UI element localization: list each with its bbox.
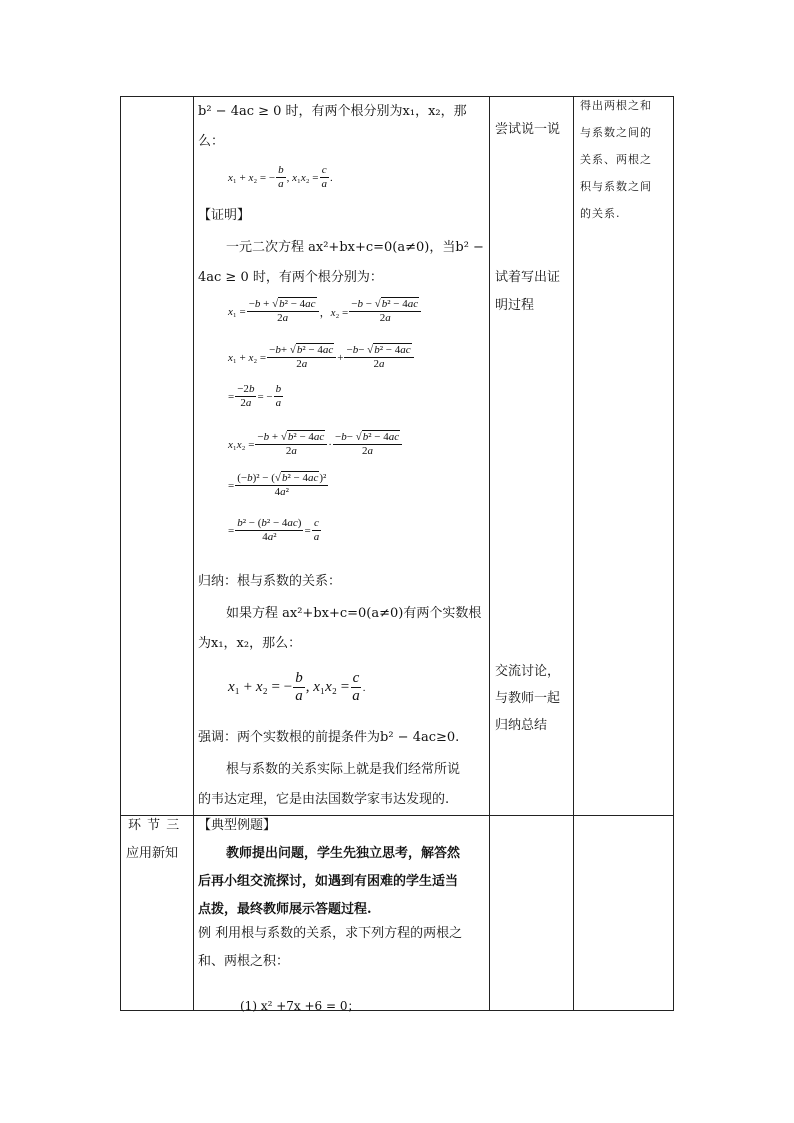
summary-line2: 为x₁，x₂，那么： [198,636,302,651]
root-formula: x₁ = $\frac{\text{−b + √b² − 4ac}}{2a}$ ，x₂ = $\frac{\text{−b − √b² − 4ac}}{2a}$ [228,298,422,325]
product-derivation: x₁x₂ = $\frac{\text{−b + √b² − 4ac}}{2a}$ · $\frac{\text{−b− √b² − 4ac}}{2a}$ [228,431,403,458]
vieta-formula-large: x₁ + x₂ = − $\frac{b}{a}$ , x₁x₂ = $\frac{c}{a}$ . [228,670,366,704]
product-step2: = $\frac{\text{(−b)² − (√b² − 4ac)²}}{\text{4a²}}$ [228,472,327,498]
section3-subtitle: 应用新知 [126,846,179,861]
example-heading: 【典型例题】 [198,818,277,833]
activity-proof-line1: 试着写出证 [495,270,561,285]
intent-line: 关系、两根之 [580,153,652,166]
intro-line2: 么： [198,134,225,149]
activity-discuss-line2: 与教师一起 [495,691,561,706]
emphasis-note: 强调：两个实数根的前提条件为b² − 4ac≥0. [198,730,460,745]
intent-line: 的关系. [580,207,621,220]
activity-discuss-line1: 交流讨论， [495,664,561,679]
proof-line1: 一元二次方程 ax²+bx+c=0(a≠0)，当b² − [226,240,484,255]
vieta-formula-small: x₁ + x₂ = − $\frac{b}{a}$ , x₁x₂ = $\frac{c}{a}$ . [228,164,333,190]
example-equation: (1) x² +7x +6 = 0； [240,999,360,1013]
example-intro3: 点拨，最终教师展示答题过程. [198,902,372,917]
activity-proof-line2: 明过程 [495,298,535,313]
sum-derivation: x₁ + x₂ = $\frac{\text{−b+ √b² − 4ac}}{2a}$ + $\frac{\text{−b− √b² − 4ac}}{2a}$ [228,344,415,371]
sum-result: = $\frac{-2b}{2a}$ = − $\frac{b}{a}$ [228,383,282,409]
row-divider [121,815,673,816]
intro-line1: b² − 4ac ≥ 0 时，有两个根分别为x₁，x₂，那 [198,104,467,119]
activity-try-say: 尝试说一说 [495,122,561,137]
summary-heading: 归纳：根与系数的关系： [198,574,342,589]
col-divider [573,97,574,1010]
example-intro2: 后再小组交流探讨，如遇到有困难的学生适当 [198,874,459,889]
summary-line1: 如果方程 ax²+bx+c=0(a≠0)有两个实数根 [226,606,482,621]
example-line1: 例 利用根与系数的关系，求下列方程的两根之 [198,926,463,941]
proof-line2: 4ac ≥ 0 时，有两个根分别为： [198,270,383,285]
intent-line: 得出两根之和 [580,99,652,112]
vieta-note-line2: 的韦达定理，它是由法国数学家韦达发现的. [198,792,450,807]
product-result: = $\frac{\text{b² − (b² − 4ac)}}{\text{4a²}}$ = $\frac{c}{a}$ [228,517,320,543]
example-line2: 和、两根之积： [198,954,290,969]
intent-line: 积与系数之间 [580,180,652,193]
vieta-note-line1: 根与系数的关系实际上就是我们经常所说 [226,762,461,777]
col-divider [489,97,490,1010]
proof-heading: 【证明】 [198,208,251,223]
intent-line: 与系数之间的 [580,126,652,139]
section3-title: 环 节 三 [128,818,181,833]
example-intro1: 教师提出问题，学生先独立思考，解答然 [226,846,461,861]
col-divider [193,97,194,1010]
activity-discuss-line3: 归纳总结 [495,718,548,733]
